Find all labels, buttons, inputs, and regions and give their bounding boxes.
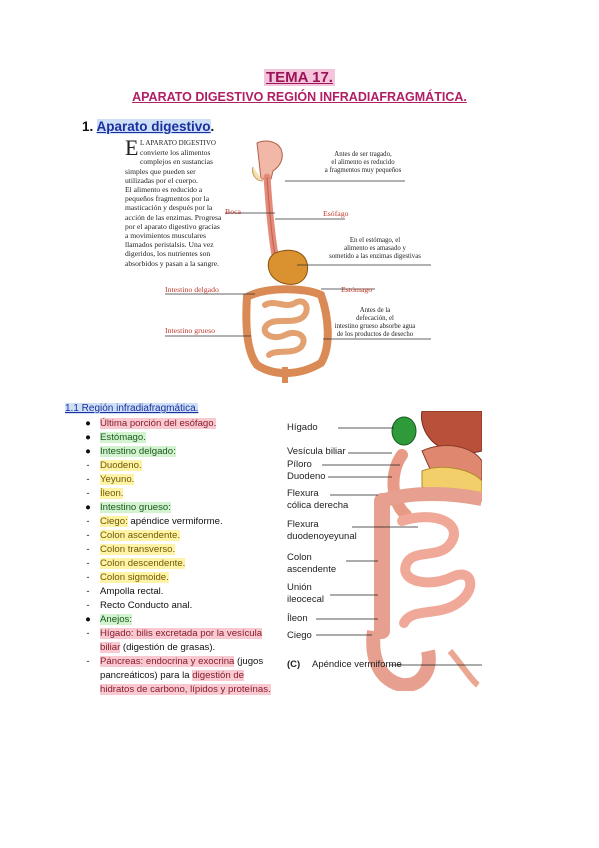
- note-estomago: [315, 237, 435, 261]
- intestine-anatomy-figure: [282, 411, 482, 691]
- dash-marker: -: [86, 488, 90, 499]
- dash-marker: -: [86, 544, 90, 555]
- figure1-line: simples que pueden ser: [125, 166, 196, 176]
- dash-marker: -: [86, 474, 90, 485]
- label-ciego: Ciego: [287, 630, 312, 641]
- dash-marker: -: [86, 628, 90, 639]
- label-flexura: Flexura: [287, 519, 319, 530]
- section-title-trail: .: [210, 119, 215, 134]
- label-vesicula-biliar: Vesícula biliar: [287, 446, 346, 457]
- list-item: [82, 473, 272, 487]
- label-boca: Boca: [225, 207, 242, 216]
- bullet-marker: ●: [85, 446, 91, 457]
- label-esofago: Esófago: [323, 209, 349, 218]
- figure1-line: llamados peristalsis. Una vez: [125, 240, 214, 250]
- figure1-line: pequeños fragmentos por la: [125, 194, 210, 204]
- label-ascendente: ascendente: [287, 564, 337, 575]
- list-item-text: Intestino delgado:: [100, 446, 176, 457]
- list-item: [82, 543, 272, 557]
- list-item: [82, 571, 272, 585]
- list-item-text: Colon ascendente.: [100, 530, 181, 541]
- figure1-line: digeridos, los nutrientes son: [125, 249, 211, 259]
- dash-marker: -: [86, 558, 90, 569]
- list-item: [82, 613, 272, 627]
- label-duodeno: Duodeno: [287, 471, 326, 482]
- list-item-text: Estómago.: [100, 432, 146, 443]
- label-estomago: Estómago: [341, 285, 373, 294]
- bullet-marker: ●: [85, 418, 91, 429]
- list-item-text: Anejos:: [100, 614, 132, 625]
- list-item: [82, 417, 272, 431]
- figure-letter: (C): [287, 659, 301, 670]
- note-line: Antes de la: [359, 307, 391, 314]
- list-item: [82, 655, 272, 697]
- note-defecacion: [317, 307, 433, 339]
- anatomy-outline-list: [82, 417, 272, 697]
- subsection-heading: 1.1 Región infradiafragmática.: [65, 403, 199, 414]
- list-item-extra: digestión de hidratos de carbono, lípidos y proteínas.: [100, 670, 271, 695]
- list-item-extra: apéndice vermiforme.: [127, 516, 223, 527]
- label-flexura: Flexura: [287, 488, 319, 499]
- note-line: defecación, el: [356, 315, 394, 322]
- figure1-line: a movimientos musculares: [125, 231, 206, 241]
- label-colon: Colon: [287, 552, 312, 563]
- list-item: [82, 599, 272, 613]
- list-item-text: Yeyuno.: [100, 474, 135, 485]
- digestive-system-illustration: [125, 137, 435, 387]
- list-item-text: Colon sigmoide.: [100, 572, 169, 583]
- label-colica-derecha: cólica derecha: [287, 500, 349, 511]
- bullet-marker: ●: [85, 432, 91, 443]
- list-item-text: Ampolla rectal.: [100, 586, 164, 597]
- note-line: sometido a las enzimas digestivas: [329, 253, 421, 260]
- list-item-text: Duodeno.: [100, 460, 142, 471]
- list-item-text: Páncreas: endocrina y exocrina: [100, 656, 235, 667]
- list-item: [82, 627, 272, 655]
- dropcap: E: [125, 135, 139, 160]
- list-item-text: Última porción del esófago.: [100, 418, 217, 429]
- label-intestino-delgado: Intestino delgado: [165, 285, 219, 294]
- figure1-line: absorbidos y pasan a la sangre.: [125, 258, 220, 268]
- list-item-text: Hígado: bilis excretada por la vesícula biliar: [100, 628, 263, 653]
- list-item: [82, 445, 272, 459]
- bullet-marker: ●: [85, 614, 91, 625]
- note-line: Antes de ser tragado,: [334, 151, 392, 158]
- list-item-text: Recto Conducto anal.: [100, 600, 193, 611]
- note-line: el alimento es reducido: [331, 159, 395, 166]
- note-line: de los productos de desecho: [336, 331, 414, 338]
- list-item: [82, 557, 272, 571]
- label-apendice-vermiforme: Apéndice vermiforme: [312, 659, 402, 670]
- page-title: TEMA 17.: [266, 69, 333, 86]
- section-number: 1.: [82, 119, 94, 134]
- list-item: [82, 487, 272, 501]
- label-ileocecal: ileocecal: [287, 594, 324, 605]
- label-intestino-grueso: Intestino grueso: [165, 326, 216, 335]
- figure1-line: convierte los alimentos: [140, 148, 211, 158]
- note-tragado: [303, 151, 423, 175]
- figure1-heading: L APARATO DIGESTIVO: [140, 139, 216, 147]
- list-item-extra: (digestión de grasas).: [120, 642, 216, 653]
- list-item-text: Colon descendente.: [100, 558, 186, 569]
- dash-marker: -: [86, 600, 90, 611]
- note-line: En el estómago, el: [349, 237, 401, 244]
- figure1-line: acción de las enzimas. Progresa: [125, 212, 222, 222]
- dash-marker: -: [86, 530, 90, 541]
- label-ileon: Íleon: [287, 613, 308, 624]
- list-item-text: Intestino grueso:: [100, 502, 171, 513]
- label-duodenoyeyunal: duodenoyeyunal: [287, 531, 357, 542]
- dash-marker: -: [86, 572, 90, 583]
- list-item: [82, 529, 272, 543]
- figure1-line: por el aparato digestivo gracias: [125, 221, 220, 231]
- note-line: alimento es amasado y: [344, 245, 406, 252]
- list-item: [82, 515, 272, 529]
- dash-marker: -: [86, 516, 90, 527]
- note-line: intestino grueso absorbe agua: [334, 323, 416, 330]
- figure1-line: complejos en sustancias: [140, 157, 213, 167]
- list-item: [82, 431, 272, 445]
- label-piloro: Píloro: [287, 459, 312, 470]
- section-heading-1: [82, 119, 214, 134]
- section-title: Aparato digestivo: [96, 119, 211, 134]
- list-item: [82, 459, 272, 473]
- list-item: [82, 501, 272, 515]
- bullet-marker: ●: [85, 502, 91, 513]
- list-item: [82, 585, 272, 599]
- list-item-text: Colon transverso.: [100, 544, 176, 555]
- list-item-text: Íleon.: [100, 488, 124, 499]
- list-item-extra: (jugos pancreáticos) para la: [100, 656, 264, 681]
- label-union: Unión: [287, 582, 312, 593]
- list-item-text: Ciego:: [100, 516, 128, 527]
- figure1-line: utilizadas por el cuerpo.: [125, 175, 198, 185]
- figure1-line: masticación y después por la: [125, 203, 213, 213]
- dash-marker: -: [86, 656, 90, 667]
- figure1-line: El alimento es reducido a: [125, 185, 203, 195]
- note-line: a fragmentos muy pequeños: [324, 167, 402, 174]
- dash-marker: -: [86, 586, 90, 597]
- label-higado: Hígado: [287, 422, 318, 433]
- page-subtitle: APARATO DIGESTIVO REGIÓN INFRADIAFRAGMÁTICA.: [132, 90, 467, 104]
- dash-marker: -: [86, 460, 90, 471]
